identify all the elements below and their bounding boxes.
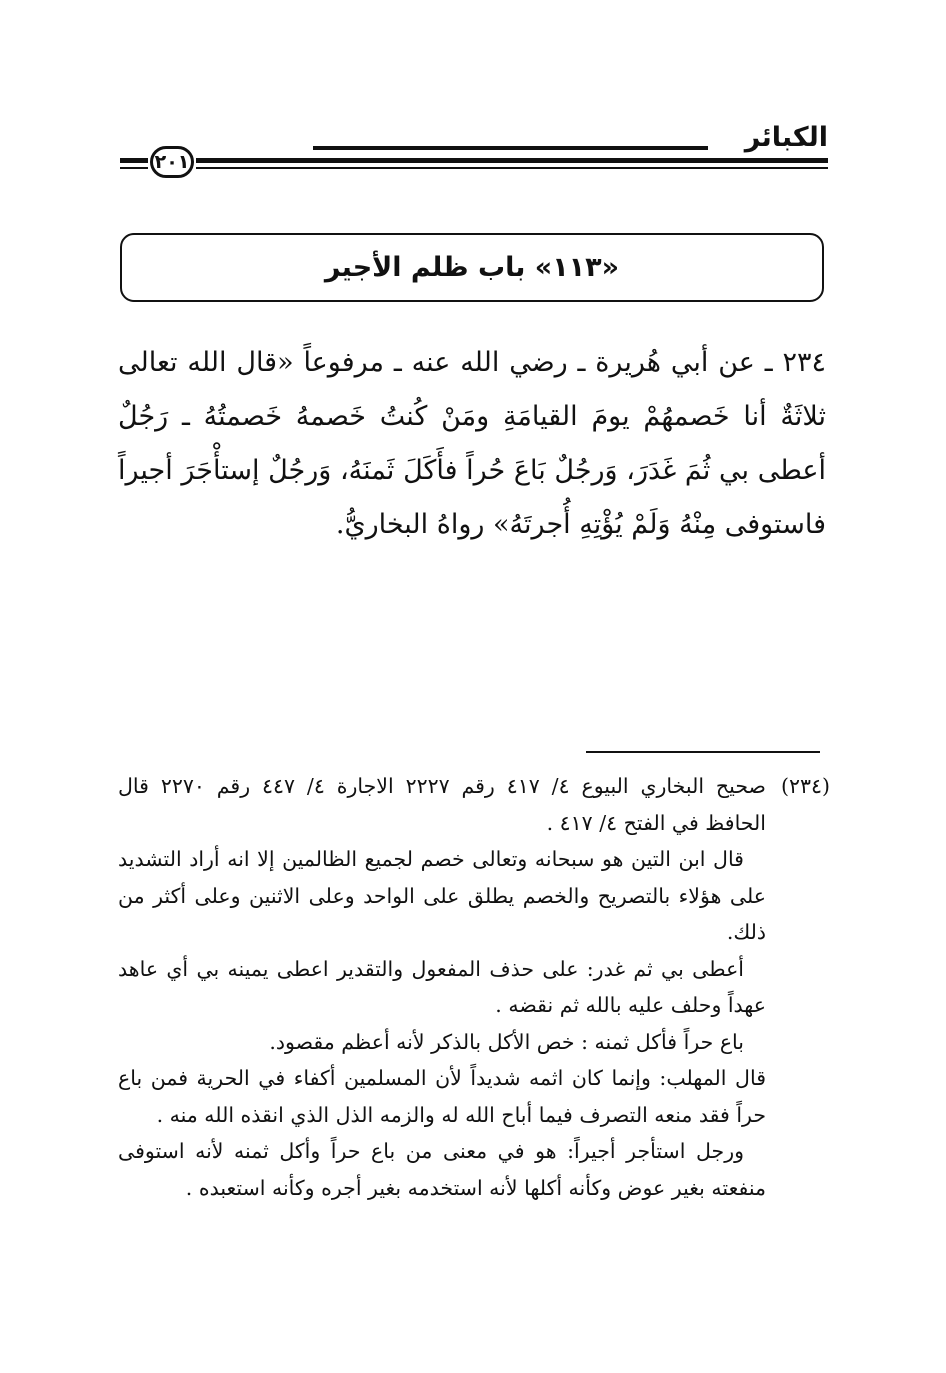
hadith-body (118, 336, 826, 552)
header-rule-left-thick (120, 158, 148, 163)
header-rule-thin (196, 167, 828, 169)
footnote-source (118, 768, 830, 841)
chapter-title-box (120, 233, 824, 302)
footnote-paragraph: ورجل استأجر أجيراً: هو في معنى من باع حراً وأكل ثمنه لأنه استوفى منفعته بغير عوض وكأنه أكلها لأنه استخدمه بغير أجره وكأنه استعبده . (118, 1139, 766, 1200)
footnote-ref-number: (٢٣٤) (780, 774, 830, 798)
page-number: ٢٠١ (150, 146, 194, 178)
footnote-source-text: صحيح البخاري البيوع ٤/ ٤١٧ رقم ٢٢٢٧ الاجارة ٤/ ٤٤٧ رقم ٢٢٧٠ قال الحافظ في الفتح ٤/ ٤١٧ . (118, 774, 766, 835)
footnote-paragraph: قال ابن التين هو سبحانه وتعالى خصم لجميع الظالمين إلا انه أراد التشديد على هؤلاء بالتصريح والخصم يطلق على الواحد وعلى الاثنين وعلى أكثر من ذلك. (118, 847, 766, 944)
header-rule-left-thin (120, 167, 148, 169)
chapter-title: «١١٣» باب ظلم الأجير (324, 252, 620, 283)
footnote-paragraph: قال المهلب: وإنما كان اثمه شديداً لأن المسلمين أكفاء في الحرية فمن باع حراً فقد منعه التصرف فيما أباح الله له والزمه الذل الذي انقذه الله منه . (118, 1066, 766, 1127)
footnote-paragraph: أعطى بي ثم غدر: على حذف المفعول والتقدير اعطى يمينه بي أي عاهد عهداً وحلف عليه بالله ثم نقضه . (118, 956, 766, 1017)
header-rule-thick (196, 158, 828, 163)
footnote-paragraph: باع حراً فأكل ثمنه : خص الأكل بالذكر لأنه أعظم مقصود. (269, 1029, 744, 1054)
hadith-text: ٢٣٤ ـ عن أبي هُريرة ـ رضي الله عنه ـ مرفوعاً «قال الله تعالى ثلاثَةٌ أنا خَصمهُمْ يومَ القيامَةِ ومَنْ كُنتُ خَصمهُ خَصمتُهُ ـ رَجُلٌ أعطى بي ثُمَ غَدَرَ، وَرجُلٌ بَاعَ حُراً فأَكَلَ ثَمنَهُ، وَرجُلٌ إستأْجَرَ أجيراً فاستوفى مِنْهُ وَلَمْ يُؤْتِهِ أُجرتَهُ» رواهُ البخاريُّ. (118, 347, 826, 540)
footnote-separator (586, 751, 820, 753)
running-title: الكبائر (744, 122, 828, 153)
title-stretch-line (313, 146, 708, 150)
footnotes (118, 768, 830, 1206)
